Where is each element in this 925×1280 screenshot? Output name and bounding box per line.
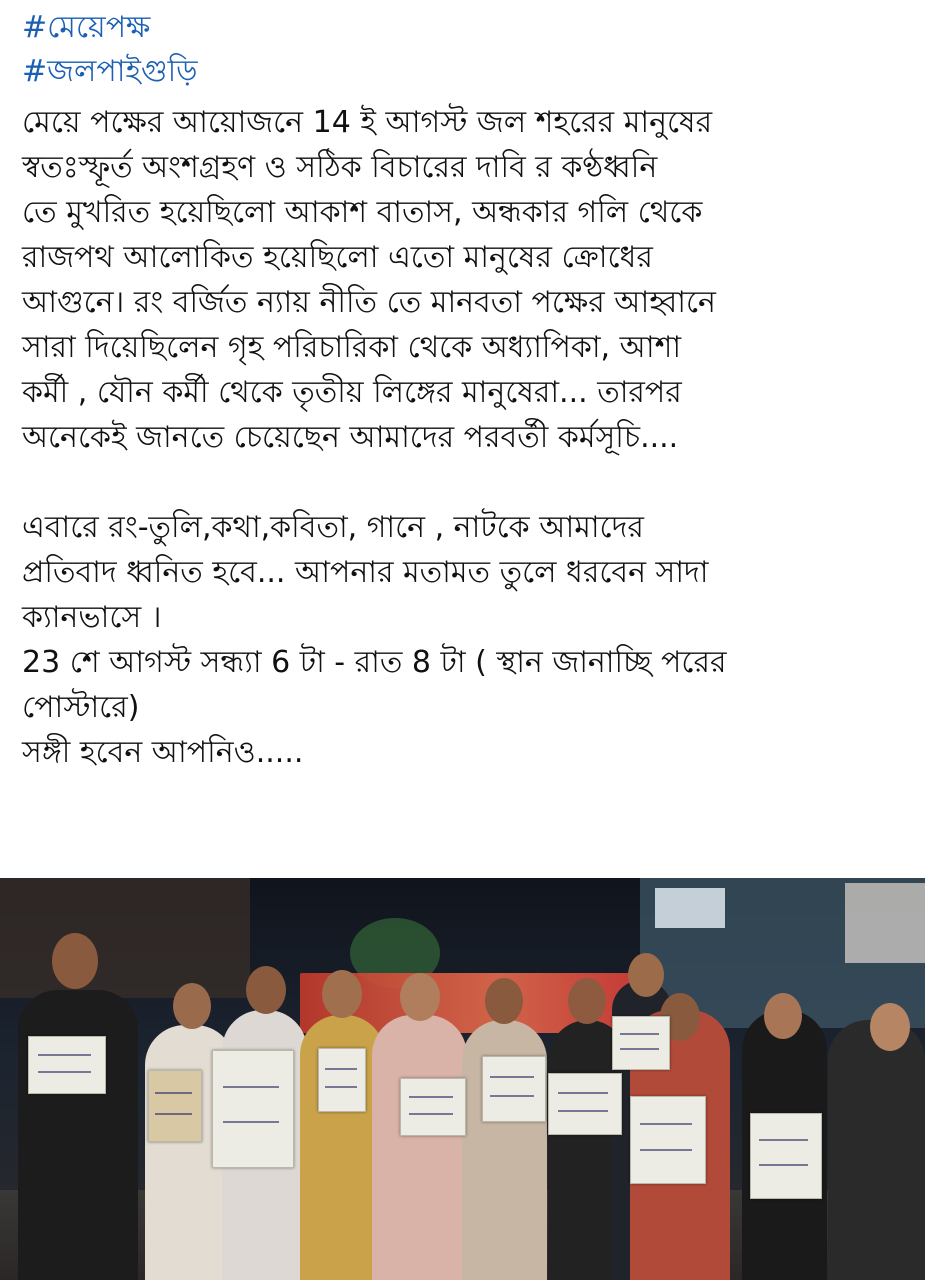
hashtag-jalpaiguri[interactable]: #জলপাইগুড়ি [22, 54, 198, 89]
post-line: মেয়ে পক্ষের আয়োজনে 14 ই আগস্ট জল শহরের মানুষের [22, 105, 713, 140]
protester-head [173, 983, 211, 1029]
protester-head [485, 978, 523, 1024]
protester-head [870, 1003, 910, 1051]
shop-sign [655, 888, 725, 928]
protester-head [52, 933, 98, 989]
protest-placard [750, 1113, 822, 1199]
post-line: 23 শে আগস্ট সন্ধ্যা 6 টা - রাত 8 টা ( স্থান জানাচ্ছি পরের [22, 645, 727, 680]
post-line: কর্মী , যৌন কর্মী থেকে তৃতীয় লিঙ্গের মানুষেরা... তারপর [22, 375, 682, 410]
paragraph-gap [22, 460, 917, 505]
protester-head [628, 953, 664, 997]
post-line: সঙ্গী হবেন আপনিও..... [22, 735, 304, 770]
post-line: আগুনে। রং বর্জিত ন্যায় নীতি তে মানবতা পক্ষের আহ্বানে [22, 285, 716, 320]
protester-head [246, 966, 286, 1014]
protest-placard [548, 1073, 622, 1135]
protester-head [322, 970, 362, 1018]
protester [372, 1015, 467, 1280]
protester-head [568, 978, 606, 1024]
protest-placard [400, 1078, 466, 1136]
protest-placard [212, 1050, 294, 1168]
post-line: সারা দিয়েছিলেন গৃহ পরিচারিকা থেকে অধ্যাপিকা, আশা [22, 330, 682, 365]
wall-poster [845, 883, 925, 963]
group-protest-photo[interactable] [0, 878, 925, 1280]
protest-placard [630, 1096, 706, 1184]
hashtag-meyepokkho[interactable]: #মেয়েপক্ষ [22, 10, 151, 45]
post-line: রাজপথ আলোকিত হয়েছিলো এতো মানুষের ক্রোধের [22, 240, 653, 275]
protest-placard [148, 1070, 202, 1142]
building-left [0, 878, 250, 998]
protest-placard [28, 1036, 106, 1094]
post-line: স্বতঃস্ফূর্ত অংশগ্রহণ ও সঠিক বিচারের দাবি র কণ্ঠধ্বনি [22, 150, 658, 185]
protest-placard [612, 1016, 670, 1070]
post-line: প্রতিবাদ ধ্বনিত হবে... আপনার মতামত তুলে ধরবেন সাদা [22, 555, 709, 590]
post-line: পোস্টারে) [22, 690, 140, 725]
protest-placard [482, 1056, 546, 1122]
protester-head [764, 993, 802, 1039]
post-line: এবারে রং-তুলি,কথা,কবিতা, গানে , নাটকে আমাদের [22, 510, 644, 545]
protester [828, 1020, 925, 1280]
protest-placard [318, 1048, 366, 1112]
post-body-text [22, 100, 917, 775]
hashtag-list [22, 6, 198, 94]
protester [18, 990, 138, 1280]
protester-head [400, 973, 440, 1021]
post-line: অনেকেই জানতে চেয়েছেন আমাদের পরবর্তী কর্মসূচি.... [22, 420, 679, 455]
post-line: তে মুখরিত হয়েছিলো আকাশ বাতাস, অন্ধকার গলি থেকে [22, 195, 703, 230]
post-line: ক্যানভাসে । [22, 600, 162, 635]
